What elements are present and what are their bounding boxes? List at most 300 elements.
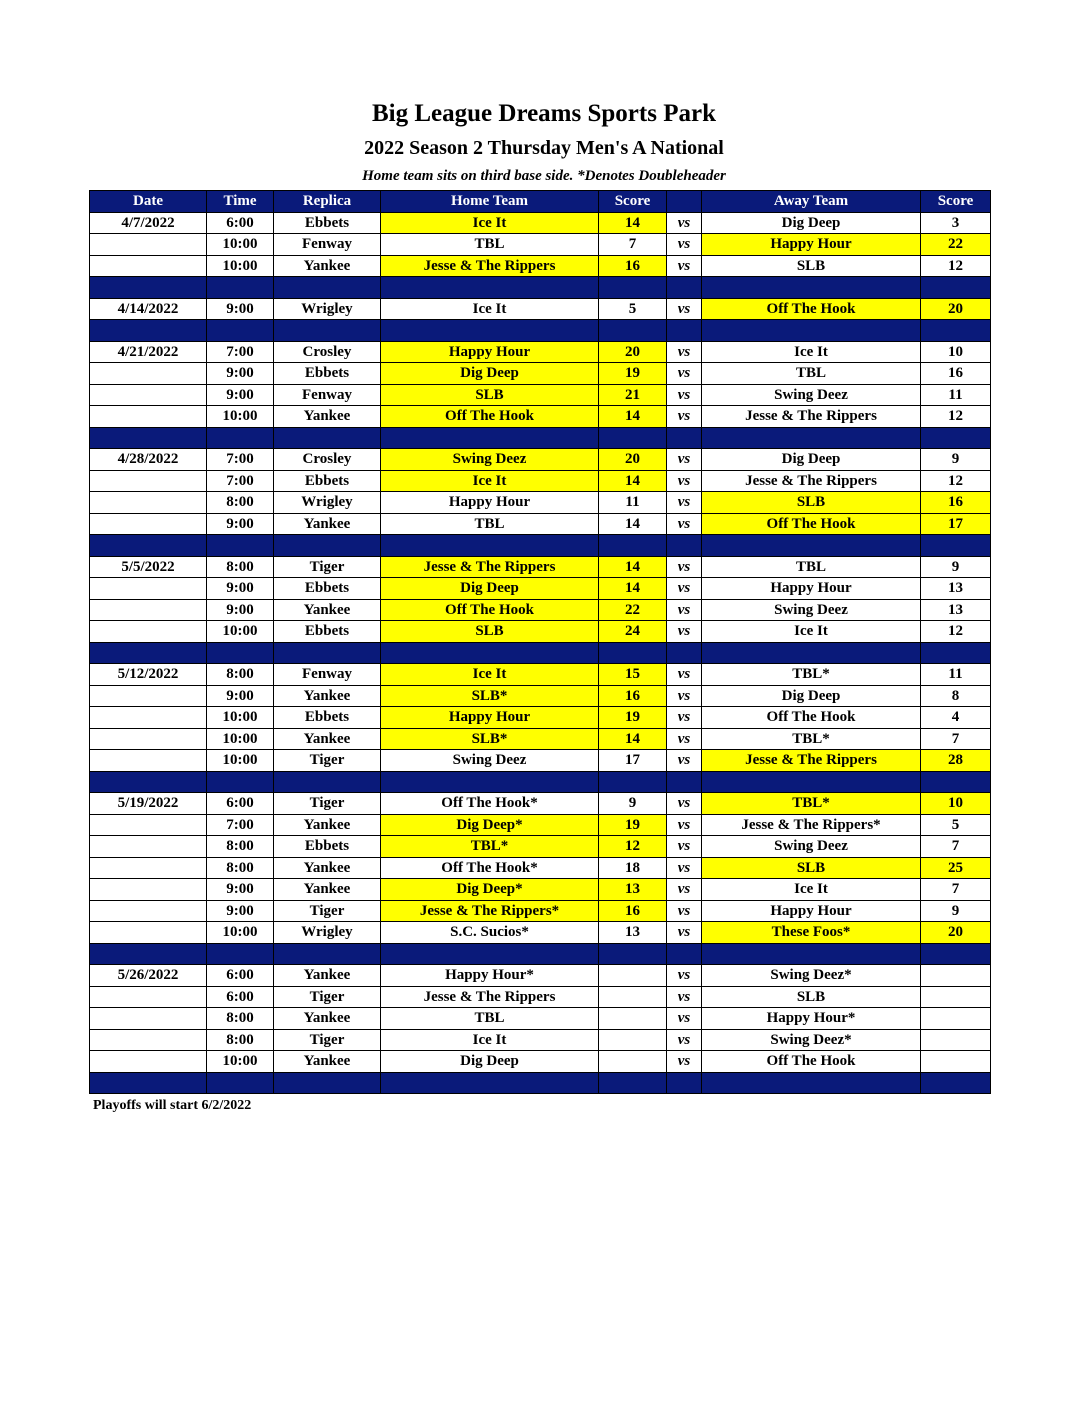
home-score: 20 — [599, 449, 667, 471]
separator-row — [90, 943, 991, 965]
vs-label: vs — [667, 685, 702, 707]
field-replica: Tiger — [274, 1029, 381, 1051]
col-home-score: Score — [599, 191, 667, 213]
separator-cell — [667, 427, 702, 449]
home-score: 16 — [599, 900, 667, 922]
vs-label: vs — [667, 1008, 702, 1030]
vs-label: vs — [667, 556, 702, 578]
field-replica: Crosley — [274, 341, 381, 363]
away-team: TBL — [702, 556, 921, 578]
home-team: Off The Hook — [381, 406, 599, 428]
separator-cell — [921, 277, 991, 299]
vs-label: vs — [667, 1051, 702, 1073]
separator-cell — [90, 642, 207, 664]
game-row — [90, 965, 991, 987]
field-replica: Yankee — [274, 255, 381, 277]
vs-label: vs — [667, 922, 702, 944]
separator-cell — [90, 943, 207, 965]
home-score: 19 — [599, 363, 667, 385]
home-score: 18 — [599, 857, 667, 879]
game-time: 7:00 — [207, 814, 274, 836]
game-time: 9:00 — [207, 298, 274, 320]
game-row — [90, 728, 991, 750]
away-score: 10 — [921, 341, 991, 363]
game-date — [90, 750, 207, 772]
game-row — [90, 234, 991, 256]
vs-label: vs — [667, 836, 702, 858]
separator-cell — [921, 771, 991, 793]
home-score: 16 — [599, 685, 667, 707]
home-team: Ice It — [381, 212, 599, 234]
away-team: Off The Hook — [702, 298, 921, 320]
home-score: 14 — [599, 470, 667, 492]
game-time: 7:00 — [207, 470, 274, 492]
separator-cell — [702, 1072, 921, 1094]
home-team: SLB* — [381, 728, 599, 750]
separator-cell — [599, 1072, 667, 1094]
game-date — [90, 707, 207, 729]
game-time: 6:00 — [207, 212, 274, 234]
away-score — [921, 1051, 991, 1073]
separator-cell — [702, 427, 921, 449]
col-replica: Replica — [274, 191, 381, 213]
game-row — [90, 922, 991, 944]
game-date — [90, 857, 207, 879]
away-team: TBL — [702, 363, 921, 385]
home-team: Jesse & The Rippers — [381, 986, 599, 1008]
away-score: 9 — [921, 449, 991, 471]
separator-cell — [702, 535, 921, 557]
game-time: 10:00 — [207, 728, 274, 750]
home-score: 16 — [599, 255, 667, 277]
game-row — [90, 664, 991, 686]
game-row — [90, 986, 991, 1008]
game-row — [90, 599, 991, 621]
home-team: SLB* — [381, 685, 599, 707]
home-team: TBL — [381, 1008, 599, 1030]
home-score: 14 — [599, 556, 667, 578]
field-replica: Fenway — [274, 234, 381, 256]
separator-row — [90, 535, 991, 557]
away-team: Swing Deez — [702, 599, 921, 621]
away-score: 25 — [921, 857, 991, 879]
game-time: 7:00 — [207, 341, 274, 363]
game-time: 9:00 — [207, 879, 274, 901]
field-replica: Yankee — [274, 406, 381, 428]
separator-cell — [599, 535, 667, 557]
vs-label: vs — [667, 900, 702, 922]
home-team: Ice It — [381, 1029, 599, 1051]
game-date — [90, 234, 207, 256]
home-team: Dig Deep — [381, 578, 599, 600]
home-team: Jesse & The Rippers* — [381, 900, 599, 922]
header-row — [90, 191, 991, 213]
vs-label: vs — [667, 363, 702, 385]
away-team: SLB — [702, 255, 921, 277]
away-score: 12 — [921, 255, 991, 277]
separator-cell — [274, 427, 381, 449]
game-date: 4/21/2022 — [90, 341, 207, 363]
game-time: 6:00 — [207, 793, 274, 815]
game-date: 5/12/2022 — [90, 664, 207, 686]
separator-cell — [667, 277, 702, 299]
game-time: 8:00 — [207, 1029, 274, 1051]
away-team: Ice It — [702, 341, 921, 363]
away-score: 22 — [921, 234, 991, 256]
separator-row — [90, 642, 991, 664]
away-score: 16 — [921, 492, 991, 514]
home-team: S.C. Sucios* — [381, 922, 599, 944]
schedule-table — [89, 190, 991, 1094]
separator-cell — [207, 427, 274, 449]
vs-label: vs — [667, 707, 702, 729]
game-time: 9:00 — [207, 578, 274, 600]
game-date — [90, 900, 207, 922]
home-score: 22 — [599, 599, 667, 621]
away-score: 17 — [921, 513, 991, 535]
page-title: Big League Dreams Sports Park — [372, 100, 716, 127]
game-time: 8:00 — [207, 664, 274, 686]
away-team: Swing Deez* — [702, 965, 921, 987]
away-team: Happy Hour* — [702, 1008, 921, 1030]
away-score: 5 — [921, 814, 991, 836]
game-date — [90, 578, 207, 600]
separator-cell — [599, 277, 667, 299]
game-row — [90, 341, 991, 363]
away-score: 9 — [921, 900, 991, 922]
away-team: Happy Hour — [702, 900, 921, 922]
field-replica: Yankee — [274, 1008, 381, 1030]
field-replica: Yankee — [274, 965, 381, 987]
col-home-team: Home Team — [381, 191, 599, 213]
game-row — [90, 1008, 991, 1030]
separator-cell — [274, 535, 381, 557]
away-score: 3 — [921, 212, 991, 234]
separator-cell — [599, 320, 667, 342]
game-time: 8:00 — [207, 857, 274, 879]
game-time: 10:00 — [207, 255, 274, 277]
game-row — [90, 363, 991, 385]
field-replica: Yankee — [274, 814, 381, 836]
game-row — [90, 492, 991, 514]
separator-row — [90, 427, 991, 449]
home-team: Off The Hook* — [381, 793, 599, 815]
separator-cell — [702, 642, 921, 664]
game-date — [90, 836, 207, 858]
away-score: 28 — [921, 750, 991, 772]
away-score: 20 — [921, 298, 991, 320]
separator-row — [90, 320, 991, 342]
game-date — [90, 814, 207, 836]
vs-label: vs — [667, 492, 702, 514]
game-date — [90, 406, 207, 428]
game-date — [90, 685, 207, 707]
separator-cell — [207, 320, 274, 342]
vs-label: vs — [667, 513, 702, 535]
separator-cell — [381, 943, 599, 965]
game-date: 5/26/2022 — [90, 965, 207, 987]
separator-cell — [274, 943, 381, 965]
home-team: Happy Hour — [381, 492, 599, 514]
home-team: TBL — [381, 513, 599, 535]
separator-cell — [921, 642, 991, 664]
vs-label: vs — [667, 621, 702, 643]
game-row — [90, 449, 991, 471]
separator-cell — [599, 771, 667, 793]
field-replica: Yankee — [274, 599, 381, 621]
game-time: 10:00 — [207, 621, 274, 643]
separator-cell — [667, 535, 702, 557]
away-score — [921, 965, 991, 987]
game-row — [90, 621, 991, 643]
home-team: Jesse & The Rippers — [381, 255, 599, 277]
vs-label: vs — [667, 341, 702, 363]
away-score — [921, 1029, 991, 1051]
vs-label: vs — [667, 234, 702, 256]
home-team: Dig Deep — [381, 363, 599, 385]
separator-cell — [90, 320, 207, 342]
game-row — [90, 578, 991, 600]
away-team: Ice It — [702, 621, 921, 643]
away-team: Off The Hook — [702, 1051, 921, 1073]
game-time: 8:00 — [207, 1008, 274, 1030]
game-date — [90, 470, 207, 492]
field-replica: Ebbets — [274, 621, 381, 643]
separator-cell — [381, 771, 599, 793]
game-time: 9:00 — [207, 900, 274, 922]
away-team: Swing Deez* — [702, 1029, 921, 1051]
separator-cell — [381, 320, 599, 342]
game-date — [90, 1029, 207, 1051]
home-score: 21 — [599, 384, 667, 406]
separator-cell — [381, 642, 599, 664]
away-score: 20 — [921, 922, 991, 944]
away-team: Jesse & The Rippers* — [702, 814, 921, 836]
field-replica: Yankee — [274, 685, 381, 707]
game-row — [90, 1051, 991, 1073]
game-row — [90, 513, 991, 535]
game-date: 4/14/2022 — [90, 298, 207, 320]
game-date: 4/7/2022 — [90, 212, 207, 234]
home-team: TBL — [381, 234, 599, 256]
separator-cell — [90, 277, 207, 299]
game-time: 8:00 — [207, 492, 274, 514]
playoffs-note: Playoffs will start 6/2/2022 — [93, 1098, 252, 1113]
home-score — [599, 986, 667, 1008]
game-date — [90, 1008, 207, 1030]
game-time: 9:00 — [207, 599, 274, 621]
home-team: Happy Hour* — [381, 965, 599, 987]
game-date — [90, 1051, 207, 1073]
away-score: 13 — [921, 578, 991, 600]
home-score: 11 — [599, 492, 667, 514]
away-team: Swing Deez — [702, 384, 921, 406]
separator-cell — [702, 320, 921, 342]
game-date — [90, 621, 207, 643]
game-time: 8:00 — [207, 556, 274, 578]
field-replica: Ebbets — [274, 212, 381, 234]
away-team: TBL* — [702, 793, 921, 815]
vs-label: vs — [667, 599, 702, 621]
schedule-body — [90, 212, 991, 1094]
vs-label: vs — [667, 406, 702, 428]
separator-cell — [921, 320, 991, 342]
away-score: 7 — [921, 728, 991, 750]
separator-cell — [667, 771, 702, 793]
home-score: 14 — [599, 513, 667, 535]
separator-cell — [207, 771, 274, 793]
game-time: 10:00 — [207, 1051, 274, 1073]
field-replica: Tiger — [274, 986, 381, 1008]
separator-cell — [207, 277, 274, 299]
away-team: SLB — [702, 986, 921, 1008]
field-replica: Tiger — [274, 750, 381, 772]
separator-cell — [274, 320, 381, 342]
separator-cell — [921, 535, 991, 557]
separator-cell — [921, 427, 991, 449]
vs-label: vs — [667, 857, 702, 879]
away-score: 11 — [921, 384, 991, 406]
separator-cell — [207, 1072, 274, 1094]
game-row — [90, 879, 991, 901]
home-score: 13 — [599, 922, 667, 944]
separator-cell — [381, 427, 599, 449]
home-score: 19 — [599, 814, 667, 836]
field-replica: Ebbets — [274, 578, 381, 600]
col-away-score: Score — [921, 191, 991, 213]
away-team: TBL* — [702, 728, 921, 750]
game-time: 10:00 — [207, 922, 274, 944]
game-time: 9:00 — [207, 363, 274, 385]
separator-cell — [274, 277, 381, 299]
separator-cell — [381, 535, 599, 557]
game-time: 9:00 — [207, 685, 274, 707]
away-score: 13 — [921, 599, 991, 621]
home-score: 14 — [599, 578, 667, 600]
away-team: Ice It — [702, 879, 921, 901]
separator-cell — [207, 642, 274, 664]
separator-cell — [381, 1072, 599, 1094]
home-score: 7 — [599, 234, 667, 256]
vs-label: vs — [667, 814, 702, 836]
vs-label: vs — [667, 986, 702, 1008]
col-time: Time — [207, 191, 274, 213]
game-row — [90, 212, 991, 234]
home-team: TBL* — [381, 836, 599, 858]
vs-label: vs — [667, 879, 702, 901]
game-date — [90, 599, 207, 621]
vs-label: vs — [667, 298, 702, 320]
away-score: 12 — [921, 470, 991, 492]
home-score: 24 — [599, 621, 667, 643]
separator-cell — [90, 771, 207, 793]
game-time: 9:00 — [207, 384, 274, 406]
game-row — [90, 857, 991, 879]
away-team: Dig Deep — [702, 212, 921, 234]
page-subtitle: 2022 Season 2 Thursday Men's A National — [364, 137, 724, 159]
home-team: SLB — [381, 621, 599, 643]
away-team: Dig Deep — [702, 685, 921, 707]
game-time: 10:00 — [207, 707, 274, 729]
away-team: SLB — [702, 857, 921, 879]
field-replica: Tiger — [274, 900, 381, 922]
home-score: 5 — [599, 298, 667, 320]
home-team: Swing Deez — [381, 750, 599, 772]
vs-label: vs — [667, 750, 702, 772]
home-team: Happy Hour — [381, 707, 599, 729]
field-replica: Yankee — [274, 728, 381, 750]
away-score — [921, 1008, 991, 1030]
home-team: Dig Deep* — [381, 879, 599, 901]
away-score: 12 — [921, 406, 991, 428]
game-row — [90, 384, 991, 406]
home-score: 15 — [599, 664, 667, 686]
field-replica: Fenway — [274, 384, 381, 406]
vs-label: vs — [667, 793, 702, 815]
game-time: 6:00 — [207, 986, 274, 1008]
away-score: 12 — [921, 621, 991, 643]
vs-label: vs — [667, 1029, 702, 1051]
away-score: 10 — [921, 793, 991, 815]
game-row — [90, 814, 991, 836]
col-away-team: Away Team — [702, 191, 921, 213]
away-team: Swing Deez — [702, 836, 921, 858]
separator-cell — [599, 943, 667, 965]
separator-row — [90, 771, 991, 793]
col-date: Date — [90, 191, 207, 213]
separator-cell — [702, 277, 921, 299]
game-time: 10:00 — [207, 406, 274, 428]
game-date — [90, 879, 207, 901]
game-date — [90, 363, 207, 385]
field-replica: Wrigley — [274, 298, 381, 320]
away-score: 16 — [921, 363, 991, 385]
game-row — [90, 406, 991, 428]
away-team: Off The Hook — [702, 513, 921, 535]
separator-row — [90, 277, 991, 299]
away-score: 7 — [921, 879, 991, 901]
game-date — [90, 384, 207, 406]
col-vs — [667, 191, 702, 213]
field-replica: Wrigley — [274, 922, 381, 944]
home-score — [599, 1051, 667, 1073]
game-date — [90, 986, 207, 1008]
field-replica: Yankee — [274, 879, 381, 901]
vs-label: vs — [667, 449, 702, 471]
separator-cell — [381, 277, 599, 299]
game-date — [90, 728, 207, 750]
field-replica: Tiger — [274, 793, 381, 815]
game-time: 8:00 — [207, 836, 274, 858]
game-row — [90, 255, 991, 277]
vs-label: vs — [667, 965, 702, 987]
home-score: 14 — [599, 728, 667, 750]
game-time: 7:00 — [207, 449, 274, 471]
separator-cell — [90, 1072, 207, 1094]
away-score: 9 — [921, 556, 991, 578]
away-team: These Foos* — [702, 922, 921, 944]
separator-cell — [702, 943, 921, 965]
field-replica: Yankee — [274, 1051, 381, 1073]
home-score: 19 — [599, 707, 667, 729]
field-replica: Ebbets — [274, 836, 381, 858]
away-score: 4 — [921, 707, 991, 729]
separator-cell — [667, 943, 702, 965]
separator-cell — [274, 771, 381, 793]
game-time: 9:00 — [207, 513, 274, 535]
game-row — [90, 900, 991, 922]
away-score: 11 — [921, 664, 991, 686]
